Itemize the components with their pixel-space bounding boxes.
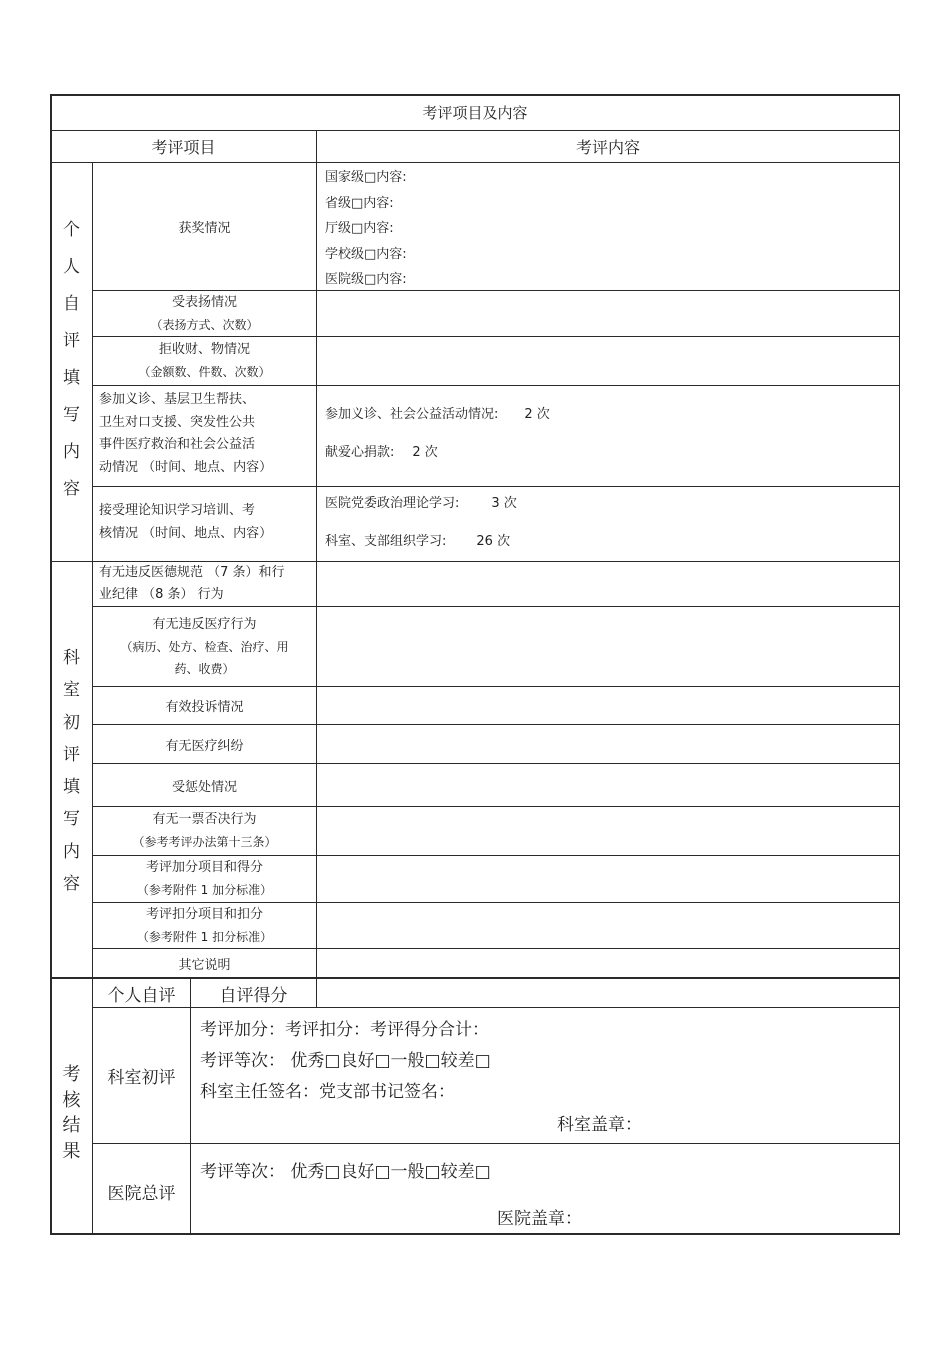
study-content: 医院党委政治理论学习: 3 次 科室、支部组织学习: 26 次 [325, 496, 517, 549]
form-title: 考评项目及内容 [422, 104, 528, 122]
punish-label: 受惩处情况 [171, 779, 237, 795]
section2-label: 科 室 初 评 填 写 内 容 [63, 648, 80, 895]
dept-seal: 科室盖章： [557, 1115, 642, 1135]
award-department: 厅级□内容: [325, 221, 394, 237]
hospital-eval-content [200, 1157, 890, 1229]
veto-label: 有无一票否决行为 （参考考评办法第十三条） [132, 812, 277, 849]
award-provincial: 省级□内容: [325, 195, 394, 211]
dispute-label: 有无医疗纠纷 [165, 738, 244, 754]
award-national: 国家级□内容: [325, 170, 407, 185]
self-score-label: 自评得分 [219, 985, 288, 1006]
hospital-eval-label: 医院总评 [107, 1184, 176, 1204]
section1-label: 个 人 自 评 填 写 内 容 [63, 220, 80, 499]
self-eval-label: 个人自评 [107, 985, 176, 1006]
other-label: 其它说明 [178, 957, 231, 973]
hospital-grade-line: 考评等次： 优秀□良好□一般□较差□ [200, 1162, 491, 1182]
praise-label: 受表扬情况 （表扬方式、次数） [150, 294, 259, 332]
awards-content [325, 165, 885, 293]
section3-label: 考 核 结 果 [62, 1064, 81, 1162]
award-school: 学校级□内容: [325, 246, 407, 262]
complaint-label: 有效投诉情况 [165, 700, 244, 715]
dept-eval-label: 科室初评 [107, 1068, 176, 1088]
refuse-label: 拒收财、物情况 （金额数、件数、次数） [138, 342, 271, 379]
dept-eval-content [200, 1015, 890, 1141]
awards-label: 获奖情况 [178, 221, 231, 236]
volunteer-content: 参加义诊、社会公益活动情况: 2 次 献爱心捐款: 2 次 [325, 407, 550, 460]
dept-score-line: 考评加分：考评扣分：考评得分合计： [200, 1020, 489, 1040]
hospital-seal: 医院盖章： [497, 1209, 582, 1229]
deduct-label: 考评扣分项目和扣分 （参考附件 1 扣分标准） [136, 906, 273, 944]
header-content: 考评内容 [575, 138, 640, 157]
dept-sign-line: 科室主任签名：党支部书记签名： [200, 1082, 455, 1102]
ethics-label: 有无违反医德规范 （7 条）和行 业纪律 （8 条） 行为 [99, 565, 285, 602]
header-item: 考评项目 [151, 138, 216, 157]
medical-label: 有无违反医疗行为 （病历、处方、检查、治疗、用 药、收费） [120, 616, 289, 676]
bonus-label: 考评加分项目和得分 （参考附件 1 加分标准） [136, 860, 273, 897]
volunteer-label: 参加义诊、基层卫生帮扶、 卫生对口支援、突发性公共 事件医疗救治和社会公益活 动情况 （时间、地点、内容） [99, 392, 273, 475]
award-hospital: 医院级□内容: [325, 272, 407, 288]
dept-grade-line: 考评等次： 优秀□良好□一般□较差□ [200, 1051, 491, 1071]
study-label: 接受理论知识学习培训、考 核情况 （时间、地点、内容） [99, 503, 273, 541]
